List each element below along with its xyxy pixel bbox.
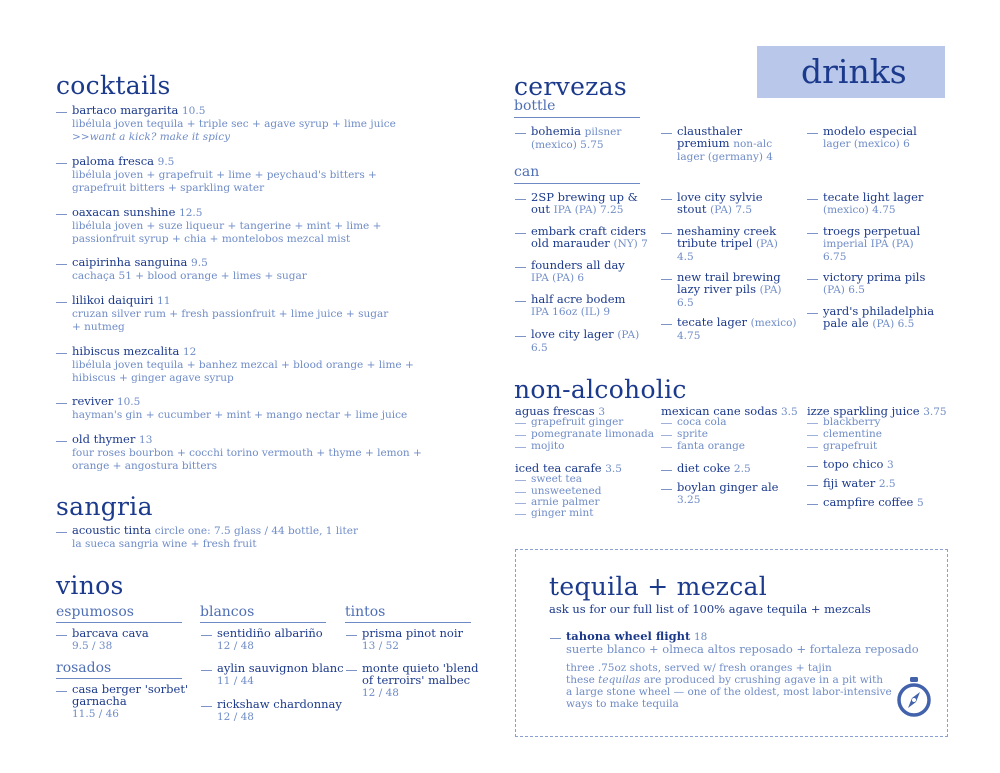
wine-price: 12 / 48 <box>217 711 254 723</box>
beer-name: neshaminy creek <box>677 224 777 238</box>
beer-name: stout <box>677 202 707 216</box>
na-option-label: mojito <box>531 440 565 452</box>
cocktail-price: 12 <box>183 346 197 358</box>
beer-item <box>823 191 953 216</box>
beer-item <box>677 225 802 263</box>
na-option <box>531 474 582 486</box>
beer-style: (PA) <box>617 329 640 341</box>
cocktail-price: 9.5 <box>157 156 175 168</box>
beer-price: 6.5 <box>677 297 694 309</box>
beer-price: (mexico) 5.75 <box>531 139 604 151</box>
wine-price: 9.5 / 38 <box>72 640 113 652</box>
sangria-item <box>72 524 452 550</box>
wine-name: of terroirs' malbec <box>362 673 471 687</box>
beer-name: tecate light lager <box>823 190 924 204</box>
beer-name: yard's philadelphia <box>823 304 935 318</box>
cocktail-name: paloma fresca <box>72 154 154 168</box>
beer-name: tecate lager <box>677 315 748 329</box>
cocktail-item <box>72 345 432 384</box>
cocktail-name: caipirinha sanguina <box>72 255 188 269</box>
beer-name: old marauder <box>531 236 610 250</box>
wine-item <box>217 698 347 723</box>
na-name: iced tea carafe <box>515 461 602 475</box>
cocktail-price: 12.5 <box>179 207 203 219</box>
cervezas-heading: cervezas <box>514 72 627 101</box>
beer-style: non-alc <box>733 138 773 150</box>
na-item <box>823 477 948 490</box>
vinos-heading: vinos <box>56 571 124 600</box>
flight-desc-line: a large stone wheel — one of the oldest, most labor-intensive <box>566 686 892 698</box>
wine-name: rickshaw chardonnay <box>217 697 342 711</box>
beer-price: 6.5 <box>531 342 548 354</box>
beer-price: (PA) 6.5 <box>823 284 865 296</box>
na-option-label: coca cola <box>677 416 727 428</box>
beer-name: pale ale <box>823 316 869 330</box>
na-option-label: blackberry <box>823 416 881 428</box>
cocktail-name: lilikoi daiquiri <box>72 293 154 307</box>
beer-price: IPA (PA) 7.25 <box>553 204 624 216</box>
cocktail-item <box>72 155 432 194</box>
cocktail-item <box>72 395 432 421</box>
na-price: 5 <box>917 497 924 509</box>
beer-item <box>531 293 656 318</box>
beer-price: IPA (PA) 6 <box>531 272 585 284</box>
cocktail-desc: libélula joven tequila + triple sec + agave syrup + lime juice <box>72 118 396 130</box>
na-option-label: sweet tea <box>531 473 583 485</box>
cocktail-item <box>72 206 432 245</box>
cocktail-item <box>72 104 432 143</box>
cocktail-price: 10.5 <box>116 396 141 408</box>
bottle-label: bottle <box>514 99 640 118</box>
cocktail-desc: passionfruit syrup + chia + montelobos mezcal mist <box>72 233 351 245</box>
beer-price: (NY) 7 <box>613 238 648 250</box>
na-option <box>531 417 623 429</box>
beer-price: (mexico) 4.75 <box>823 204 896 216</box>
na-price: 3.5 <box>781 406 798 418</box>
na-option-label: unsweetened <box>531 485 602 497</box>
beer-item <box>531 125 656 151</box>
beer-style: (PA) <box>759 284 782 296</box>
beer-price: 6.75 <box>823 251 847 263</box>
beer-item <box>823 271 953 296</box>
beer-item <box>531 225 661 250</box>
wine-item <box>362 662 487 699</box>
cocktail-name: bartaco margarita <box>72 103 179 117</box>
na-option <box>823 441 877 453</box>
beer-name: clausthaler <box>677 124 743 138</box>
beer-item <box>677 271 802 309</box>
cocktail-name: old thymer <box>72 432 136 446</box>
beer-item <box>823 305 953 330</box>
beer-item <box>677 125 802 163</box>
cocktail-name: oaxacan sunshine <box>72 205 176 219</box>
na-name: aguas frescas <box>515 404 595 418</box>
cocktail-desc: cachaça 51 + blood orange + limes + sugar <box>72 270 307 282</box>
flight-item <box>566 630 936 655</box>
na-option <box>677 441 745 453</box>
beer-item <box>531 191 656 216</box>
wine-name: garnacha <box>72 694 127 708</box>
flight-price: 18 <box>693 631 708 643</box>
beer-name: lazy river pils <box>677 282 756 296</box>
wine-name: aylin sauvignon blanc <box>217 661 344 675</box>
flight-desc-word: these <box>566 674 595 686</box>
na-option <box>677 429 708 441</box>
cocktail-desc: grapefruit bitters + sparkling water <box>72 182 265 194</box>
cocktail-price: 13 <box>139 434 153 446</box>
wine-item <box>362 627 487 652</box>
sangria-desc: la sueca sangria wine + fresh fruit <box>72 538 257 550</box>
cocktail-price: 10.5 <box>182 105 206 117</box>
beer-item <box>677 191 802 216</box>
cocktail-price: 9.5 <box>191 257 208 269</box>
beer-price: 4.75 <box>677 330 701 342</box>
na-option-label: ginger mint <box>531 507 594 519</box>
wine-name: monte quieto 'blend <box>362 661 479 675</box>
cocktail-name: hibiscus mezcalita <box>72 344 180 358</box>
can-label: can <box>514 165 640 184</box>
cocktail-desc: libélula joven + grapefruit + lime + peychaud's bitters + <box>72 169 377 181</box>
na-option-label: grapefruit <box>823 440 878 452</box>
beer-name: premium <box>677 136 730 150</box>
sangria-name: acoustic tinta <box>72 523 152 537</box>
beer-price: (PA) 7.5 <box>710 204 753 216</box>
compass-icon <box>896 676 932 718</box>
na-price: 3.5 <box>605 463 622 475</box>
na-option-label: sprite <box>677 428 708 440</box>
sangria-price: circle one: 7.5 glass / 44 bottle, 1 liter <box>154 525 358 537</box>
na-price: 3.75 <box>923 406 947 418</box>
wine-price: 11.5 / 46 <box>72 708 119 720</box>
wine-item <box>217 662 347 687</box>
beer-style: pilsner <box>584 126 622 138</box>
cocktail-desc: four roses bourbon + cocchi torino vermouth + thyme + lemon + <box>72 447 422 459</box>
beer-style: imperial IPA (PA) <box>823 238 914 250</box>
na-option <box>677 417 727 429</box>
cocktail-desc: libélula joven + suze liqueur + tangerine + mint + lime + <box>72 220 382 232</box>
beer-price: IPA 16oz (IL) 9 <box>531 306 611 318</box>
na-item <box>823 496 958 509</box>
espumosos-label: espumosos <box>56 605 182 623</box>
beer-style: (PA) <box>755 238 778 250</box>
wine-item <box>72 683 197 720</box>
wine-item <box>217 627 347 652</box>
beer-name: love city sylvie <box>677 190 763 204</box>
beer-item <box>531 259 656 284</box>
flight-desc-italic: tequilas <box>598 674 641 686</box>
na-name: fiji water <box>823 476 876 490</box>
rosados-label: rosados <box>56 661 182 679</box>
wine-name: sentidiño albariño <box>217 626 323 640</box>
flight-desc <box>566 662 906 710</box>
cocktail-desc: hibiscus + ginger agave syrup <box>72 372 234 384</box>
na-price: 2.5 <box>733 463 751 475</box>
cocktail-desc: hayman's gin + cucumber + mint + mango nectar + lime juice <box>72 409 408 421</box>
wine-price: 11 / 44 <box>217 675 254 687</box>
beer-name: love city lager <box>531 327 614 341</box>
beer-style: (mexico) <box>750 317 797 329</box>
beer-item <box>677 316 802 342</box>
beer-name: new trail brewing <box>677 270 781 284</box>
flight-desc-line: three .75oz shots, served w/ fresh oranges + tajin <box>566 662 832 674</box>
cocktail-note: >>want a kick? make it spicy <box>72 131 231 143</box>
na-item <box>677 481 802 506</box>
na-name: boylan ginger ale <box>677 480 779 494</box>
beer-name: out <box>531 202 550 216</box>
na-option <box>531 508 593 520</box>
cocktail-item <box>72 294 432 333</box>
wine-price: 12 / 48 <box>217 640 254 652</box>
cocktail-item <box>72 256 432 282</box>
wine-price: 13 / 52 <box>362 640 399 652</box>
non-alcoholic-heading: non-alcoholic <box>514 375 687 404</box>
na-option-label: pomegranate limonada <box>531 428 655 440</box>
beer-price: lager (germany) 4 <box>677 151 773 163</box>
na-price: 3.25 <box>677 494 701 506</box>
flight-desc-word: are produced by crushing agave in a pit with <box>643 674 884 686</box>
blancos-label: blancos <box>200 605 326 623</box>
na-name: diet coke <box>677 461 731 475</box>
na-option-label: clementine <box>823 428 882 440</box>
na-option <box>823 417 881 429</box>
cocktail-name: reviver <box>72 394 114 408</box>
na-item <box>823 458 948 471</box>
na-price: 2.5 <box>878 478 896 490</box>
wine-item <box>72 627 192 652</box>
beer-name: half acre bodem <box>531 292 626 306</box>
cocktails-heading: cocktails <box>56 71 171 100</box>
tequila-heading: tequila + mezcal <box>549 572 768 601</box>
flight-line: suerte blanco + olmeca altos reposado + fortaleza reposado <box>566 642 919 656</box>
na-price: 3 <box>887 459 894 471</box>
beer-name: tribute tripel <box>677 236 753 250</box>
drinks-title-box <box>757 46 945 98</box>
flight-desc-line: ways to make tequila <box>566 698 679 710</box>
na-name: campfire coffee <box>823 495 914 509</box>
cocktail-desc: cruzan silver rum + fresh passionfruit + lime juice + sugar <box>72 308 389 320</box>
beer-name: modelo especial <box>823 124 917 138</box>
wine-name: casa berger 'sorbet' <box>72 682 189 696</box>
page-title: drinks <box>801 52 907 91</box>
sangria-heading: sangria <box>56 492 153 521</box>
na-option <box>823 429 882 441</box>
na-option-label: grapefruit ginger <box>531 416 624 428</box>
na-name: izze sparkling juice <box>807 404 920 418</box>
na-item <box>677 462 802 475</box>
wine-name: barcava cava <box>72 626 149 640</box>
flight-name: tahona wheel flight <box>566 629 691 643</box>
na-option-label: fanta orange <box>677 440 746 452</box>
beer-name: victory prima pils <box>823 270 926 284</box>
na-name: topo chico <box>823 457 884 471</box>
wine-name: prisma pinot noir <box>362 626 464 640</box>
na-option <box>531 429 654 441</box>
beer-price: (PA) 6.5 <box>872 318 915 330</box>
na-name: mexican cane sodas <box>661 404 778 418</box>
na-option-label: arnie palmer <box>531 496 600 508</box>
beer-price: 4.5 <box>677 251 694 263</box>
na-option <box>531 441 564 453</box>
cocktail-item <box>72 433 432 472</box>
beer-name: founders all day <box>531 258 625 272</box>
beer-name: troegs perpetual <box>823 224 921 238</box>
wine-price: 12 / 48 <box>362 687 399 699</box>
beer-name: embark craft ciders <box>531 224 647 238</box>
cocktail-desc: + nutmeg <box>72 321 125 333</box>
beer-item <box>531 328 656 354</box>
beer-item <box>823 225 953 263</box>
na-price: 3 <box>598 406 606 418</box>
tequila-subheading: ask us for our full list of 100% agave tequila + mezcals <box>549 602 871 616</box>
beer-item <box>823 125 953 150</box>
cocktail-desc: orange + angostura bitters <box>72 460 217 472</box>
beer-name: 2SP brewing up & <box>531 190 638 204</box>
beer-name: bohemia <box>531 124 581 138</box>
cocktail-desc: libélula joven tequila + banhez mezcal + blood orange + lime + <box>72 359 414 371</box>
cocktail-price: 11 <box>157 295 171 307</box>
beer-price: lager (mexico) 6 <box>823 138 910 150</box>
tintos-label: tintos <box>345 605 471 623</box>
